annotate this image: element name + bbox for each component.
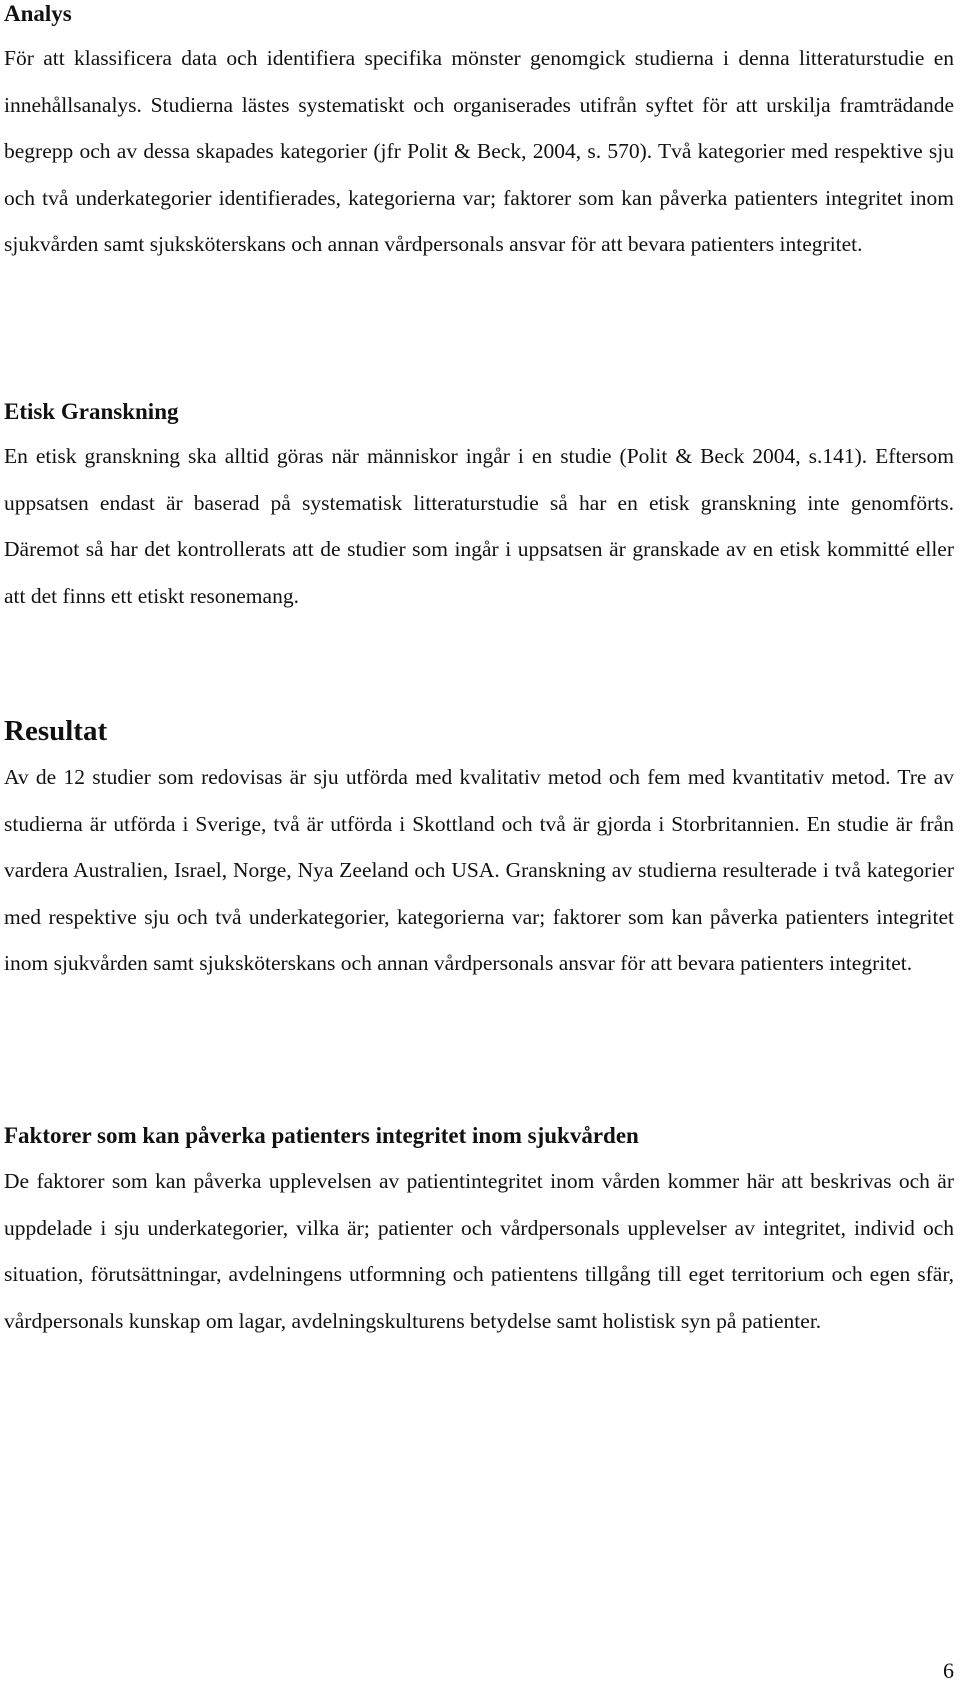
paragraph-analys: För att klassificera data och identifiera specifika mönster genomgick studierna i denna litteraturstudie en innehållsanalys. Studierna lästes systematiskt och organiserades utifrån syftet för att urskilja framträdande begrepp och av dessa skapades kategorier (jfr Polit & Beck, 2004, s. 570). Två kategorier med respektive sju och två underkategorier identifierades, kategorierna var; faktorer som kan påverka patienters integritet inom sjukvården samt sjuksköterskans och annan vårdpersonals ansvar för att bevara patienters integritet. bbox=[4, 46, 954, 256]
section-etisk-granskning bbox=[4, 398, 954, 619]
paragraph-etisk-granskning: En etisk granskning ska alltid göras när människor ingår i en studie (Polit & Beck 2004, s.141). Eftersom uppsatsen endast är baserad på systematisk litteraturstudie så har en etisk granskning inte genomförts. Däremot så har det kontrollerats att de studier som ingår i uppsatsen är granskade av en etisk kommitté eller att det finns ett etiskt resonemang. bbox=[4, 444, 954, 608]
section-faktorer bbox=[4, 1122, 954, 1344]
section-heading-resultat: Resultat bbox=[4, 715, 108, 747]
section-heading-etisk-granskning: Etisk Granskning bbox=[4, 399, 179, 424]
section-analys bbox=[4, 0, 954, 268]
page-number: 6 bbox=[943, 1658, 954, 1683]
section-heading-analys: Analys bbox=[4, 1, 72, 26]
section-heading-faktorer: Faktorer som kan påverka patienters integritet inom sjukvården bbox=[4, 1123, 639, 1148]
paragraph-resultat: Av de 12 studier som redovisas är sju utförda med kvalitativ metod och fem med kvantitativ metod. Tre av studierna är utförda i Sverige, två är utförda i Skottland och två är gjorda i Storbritannien. En studie är från vardera Australien, Israel, Norge, Nya Zeeland och USA. Granskning av studierna resulterade i två kategorier med respektive sju och två underkategorier, kategorierna var; faktorer som kan påverka patienters integritet inom sjukvården samt sjuksköterskans och annan vårdpersonals ansvar för att bevara patienters integritet. bbox=[4, 765, 954, 975]
paragraph-faktorer: De faktorer som kan påverka upplevelsen av patientintegritet inom vården kommer här att beskrivas och är uppdelade i sju underkategorier, vilka är; patienter och vårdpersonals upplevelser av integritet, individ och situation, förutsättningar, avdelningens utformning och patientens tillgång till eget territorium och egen sfär, vårdpersonals kunskap om lagar, avdelningskulturens betydelse samt holistisk syn på patienter. bbox=[4, 1169, 954, 1333]
section-resultat bbox=[4, 714, 954, 987]
